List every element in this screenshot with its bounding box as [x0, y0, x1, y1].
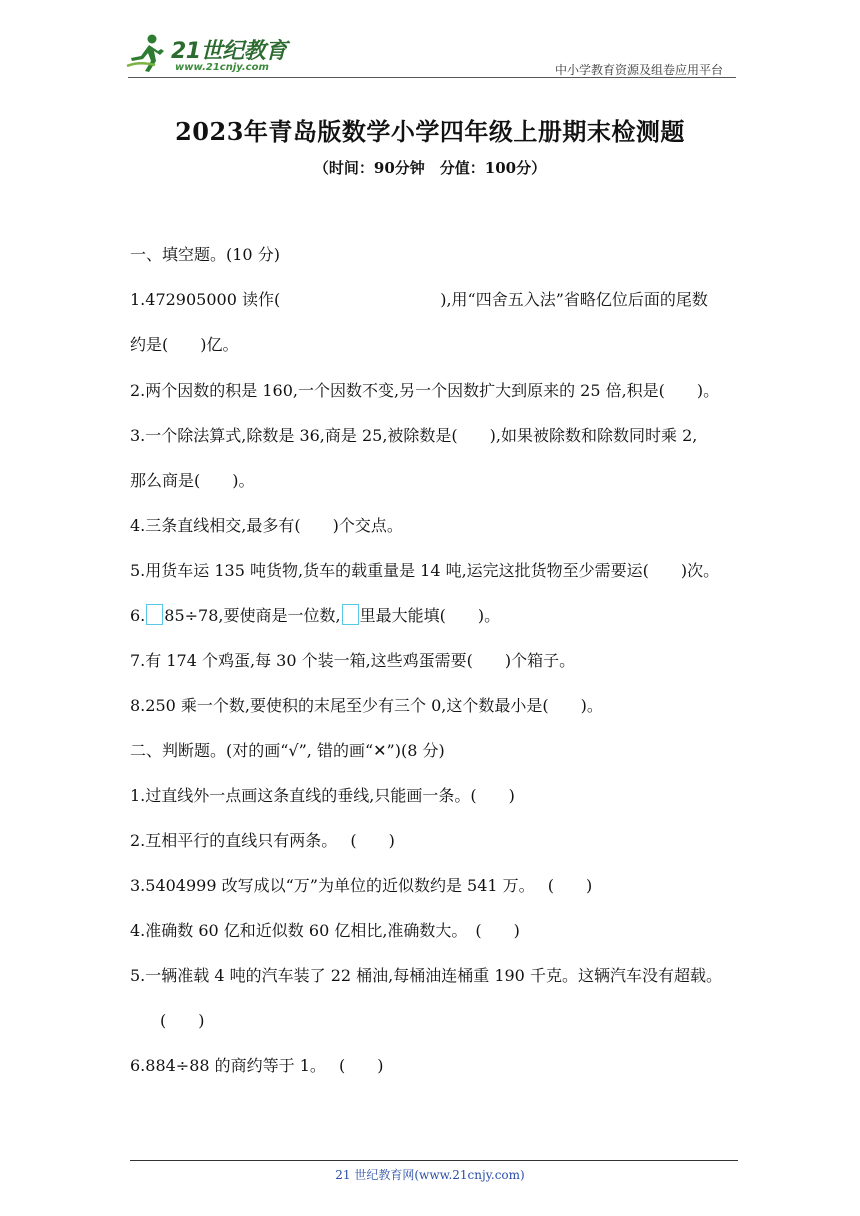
question-1-6: [130, 603, 500, 626]
question-1-1-line-2: 约是( )亿。: [130, 335, 239, 354]
footer-divider: [130, 1160, 738, 1161]
question-1-3-line-2: 那么商是( )。: [130, 471, 255, 490]
question-1-6-suffix: 里最大能填( )。: [359, 606, 501, 625]
question-1-3-line-1: 3.一个除法算式,除数是 36,商是 25,被除数是( ),如果被除数和除数同时乘 2,: [130, 426, 698, 445]
runner-logo-icon: [125, 32, 169, 76]
logo-url: www.21cnjy.com: [175, 62, 269, 73]
header-divider: [128, 77, 736, 78]
section-2-heading: 二、判断题。(对的画“√”, 错的画“✕”)(8 分): [130, 741, 445, 760]
question-2-4: 4.准确数 60 亿和近似数 60 亿相比,准确数大。 ( ): [130, 921, 520, 940]
page-header: [125, 28, 735, 80]
question-1-8: 8.250 乘一个数,要使积的末尾至少有三个 0,这个数最小是( )。: [130, 696, 603, 715]
question-1-6-prefix: 6.: [130, 606, 146, 625]
page-footer: 21 世纪教育网(www.21cnjy.com): [335, 1168, 525, 1182]
question-1-4: 4.三条直线相交,最多有( )个交点。: [130, 516, 403, 535]
question-1-6-middle: 85÷78,要使商是一位数,: [164, 606, 341, 625]
logo: [125, 32, 295, 78]
question-2-3: 3.5404999 改写成以“万”为单位的近似数约是 541 万。 ( ): [130, 876, 593, 895]
section-1-heading: 一、填空题。(10 分): [130, 245, 280, 264]
question-2-6: 6.884÷88 的商约等于 1。 ( ): [130, 1056, 384, 1075]
page-title: 2023年青岛版数学小学四年级上册期末检测题: [175, 117, 685, 146]
header-tagline: 中小学教育资源及组卷应用平台: [554, 63, 723, 77]
question-2-5-line-1: 5.一辆准载 4 吨的汽车装了 22 桶油,每桶油连桶重 190 千克。这辆汽车没有超载。: [130, 966, 722, 985]
blank-box: [146, 604, 163, 625]
question-2-2: 2.互相平行的直线只有两条。 ( ): [130, 831, 395, 850]
question-1-2: 2.两个因数的积是 160,一个因数不变,另一个因数扩大到原来的 25 倍,积是( )。: [130, 381, 720, 400]
page-subtitle: （时间：90分钟 分值：100分）: [313, 159, 547, 177]
blank-box: [342, 604, 359, 625]
question-1-5: 5.用货车运 135 吨货物,货车的载重量是 14 吨,运完这批货物至少需要运( )次。: [130, 561, 720, 580]
question-1-1-line-1: 1.472905000 读作( ),用“四舍五入法”省略亿位后面的尾数: [130, 290, 708, 309]
question-2-5-line-2: ( ): [160, 1011, 205, 1030]
question-2-1: 1.过直线外一点画这条直线的垂线,只能画一条。( ): [130, 786, 515, 805]
logo-text: 21世纪教育: [171, 39, 287, 64]
question-1-7: 7.有 174 个鸡蛋,每 30 个装一箱,这些鸡蛋需要( )个箱子。: [130, 651, 576, 670]
